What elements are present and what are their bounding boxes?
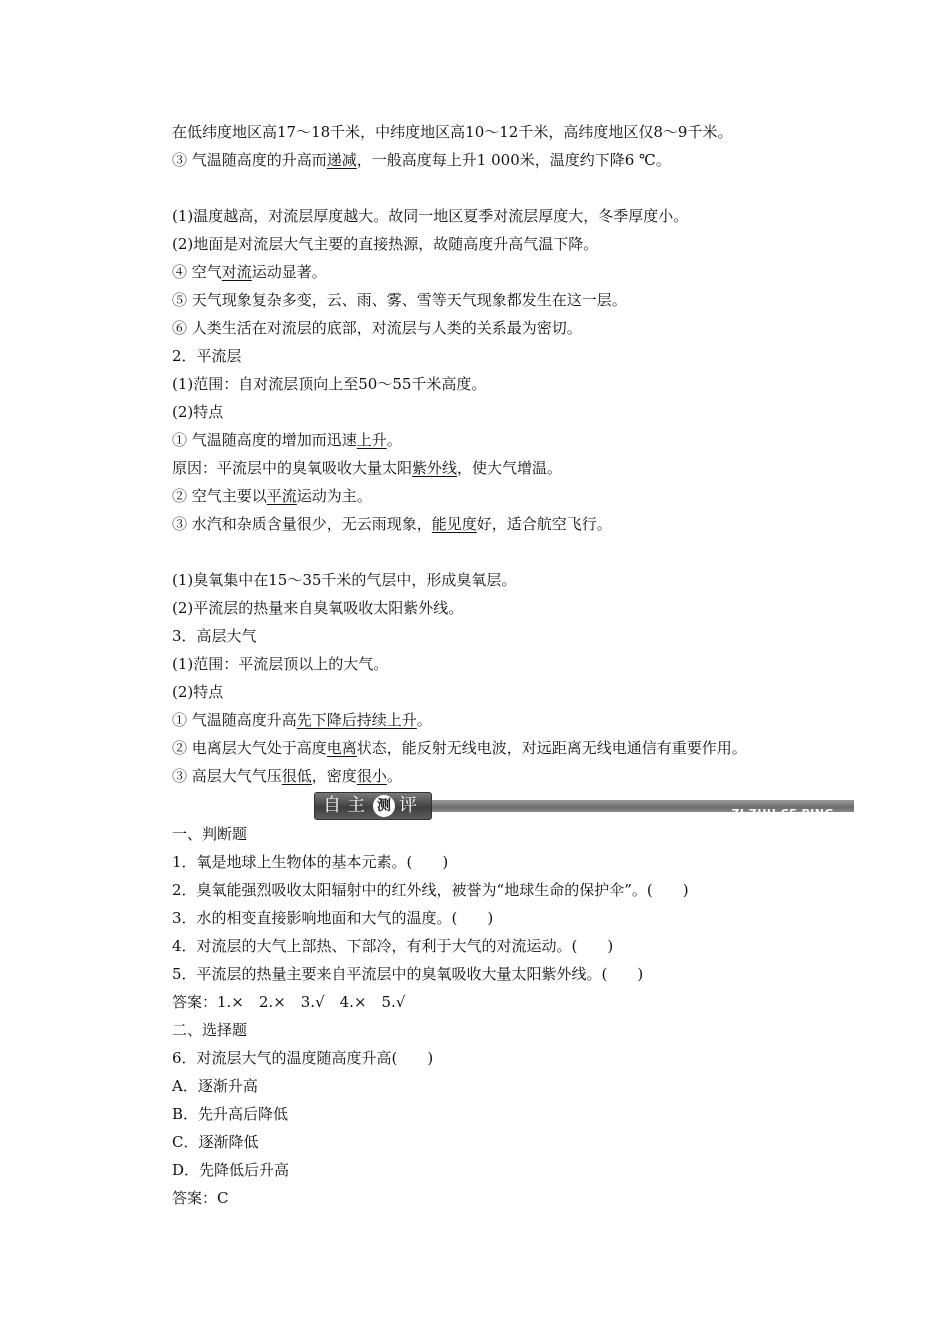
text-line: (1)臭氧集中在15～35千米的气层中，形成臭氧层。 [172, 571, 517, 589]
question: 2．臭氧能强烈吸收太阳辐射中的红外线，被誉为“地球生命的保护伞”。( ) [172, 881, 689, 899]
text-line: ⑥ 人类生活在对流层的底部，对流层与人类的关系最为密切。 [172, 319, 582, 337]
question: 1．氧是地球上生物体的基本元素。( ) [172, 853, 449, 871]
text-line: (2)特点 [172, 403, 224, 421]
text-line: (1)范围：自对流层顶向上至50～55千米高度。 [172, 375, 487, 393]
question: 5．平流层的热量主要来自平流层中的臭氧吸收大量太阳紫外线。( ) [172, 965, 644, 983]
text-line: ② 电离层大气处于高度电离状态，能反射无线电波，对远距离无线电通信有重要作用。 [172, 739, 747, 757]
text-line: ② 空气主要以平流运动为主。 [172, 487, 372, 505]
question: 6．对流层大气的温度随高度升高( ) [172, 1049, 434, 1067]
underlined-term: 先下降后持续上升 [296, 711, 417, 729]
underlined-term: 能见度 [431, 515, 477, 533]
answer: 答案：1.× 2.× 3.√ 4.× 5.√ [172, 993, 406, 1011]
question: 3．水的相变直接影响地面和大气的温度。( ) [172, 909, 494, 927]
answer: 答案：C [172, 1189, 229, 1207]
text-line: ③ 水汽和杂质含量很少，无云雨现象，能见度好，适合航空飞行。 [172, 515, 612, 533]
document-body [172, 118, 872, 1212]
text-line: (1)温度越高，对流层厚度越大。故同一地区夏季对流层厚度大，冬季厚度小。 [172, 207, 689, 225]
text-line: 原因：平流层中的臭氧吸收大量太阳紫外线，使大气增温。 [172, 459, 563, 477]
section-banner [172, 792, 872, 820]
option: A．逐渐升高 [172, 1077, 258, 1095]
section-heading: 一、判断题 [172, 825, 248, 843]
text-line: ③ 高层大气气压很低，密度很小。 [172, 767, 402, 785]
section-heading: 二、选择题 [172, 1021, 248, 1039]
option: C．逐渐降低 [172, 1133, 259, 1151]
underlined-term: 递减 [326, 151, 357, 169]
question: 4．对流层的大气上部热、下部冷，有利于大气的对流运动。( ) [172, 937, 614, 955]
underlined-term: 很低 [281, 767, 312, 785]
section-heading: 3．高层大气 [172, 627, 257, 645]
text-line: (1)范围：平流层顶以上的大气。 [172, 655, 389, 673]
text-line: ⑤ 天气现象复杂多变，云、雨、雾、雪等天气现象都发生在这一层。 [172, 291, 627, 309]
text-line: ① 气温随高度的增加而迅速上升。 [172, 431, 402, 449]
text-line: ④ 空气对流运动显著。 [172, 263, 327, 281]
text-line: (2)平流层的热量来自臭氧吸收太阳紫外线。 [172, 599, 464, 617]
underlined-term: 很小 [356, 767, 387, 785]
text-line: ③ 气温随高度的升高而递减，一般高度每上升1 000米，温度约下降6 ℃。 [172, 151, 671, 169]
spacer [172, 174, 872, 202]
text-line: (2)地面是对流层大气主要的直接热源，故随高度升高气温下降。 [172, 235, 599, 253]
underlined-term: 上升 [356, 431, 387, 449]
banner-char: 评 [399, 795, 417, 816]
banner-english-label: ZI ZHU CE PING [731, 807, 834, 820]
text-line: ① 气温随高度升高先下降后持续上升。 [172, 711, 432, 729]
text-line: 在低纬度地区高17～18千米，中纬度地区高10～12千米，高纬度地区仅8～9千米。 [172, 123, 733, 141]
banner-char: 主 [347, 795, 365, 816]
section-heading: 2．平流层 [172, 347, 242, 365]
banner-char: 自 [323, 795, 341, 816]
text-line: (2)特点 [172, 683, 224, 701]
underlined-term: 平流 [266, 487, 297, 505]
underlined-term: 紫外线 [412, 459, 458, 477]
banner-tag [314, 792, 432, 820]
underlined-term: 对流 [221, 263, 252, 281]
spacer [172, 538, 872, 566]
banner-char-circled: 测 [373, 795, 395, 817]
underlined-term: 电离 [326, 739, 357, 757]
option: B．先升高后降低 [172, 1105, 289, 1123]
option: D．先降低后升高 [172, 1161, 290, 1179]
